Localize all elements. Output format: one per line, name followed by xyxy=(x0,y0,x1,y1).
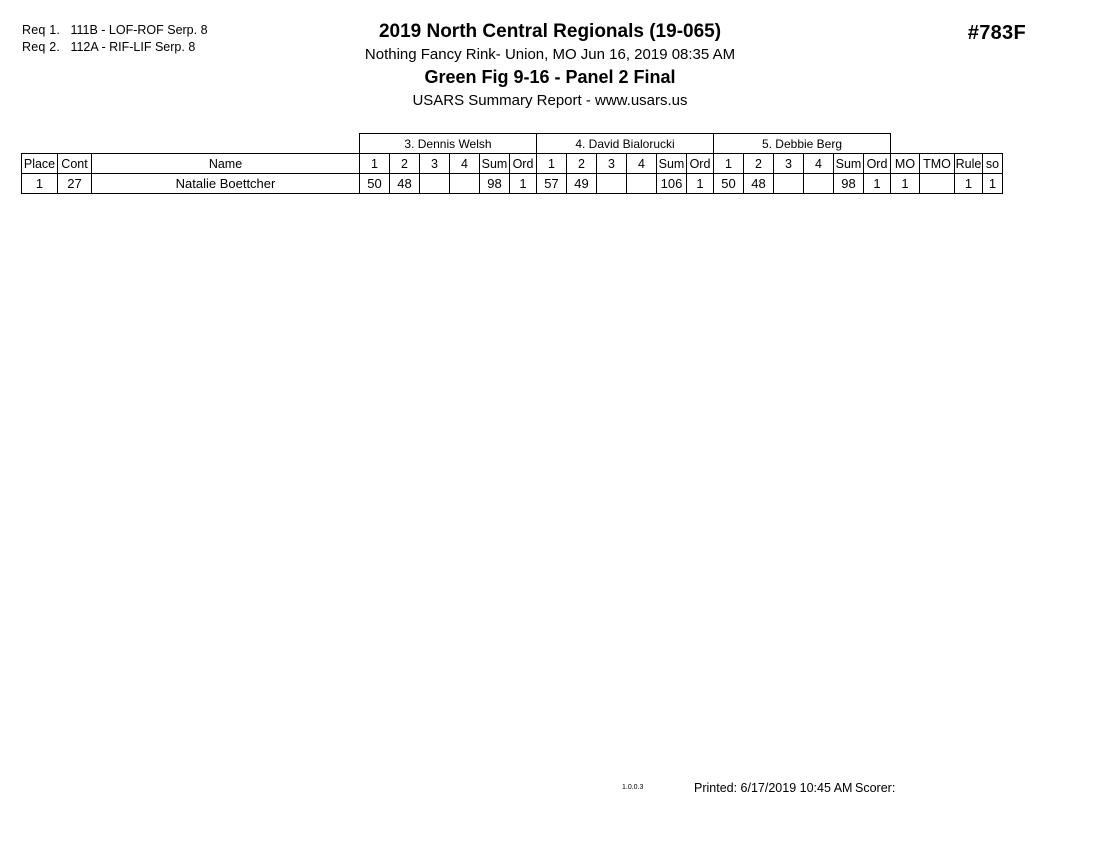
spacer-cell xyxy=(58,134,92,154)
organization-line: USARS Summary Report - www.usars.us xyxy=(412,92,688,109)
column-header-j1-ord: Ord xyxy=(510,154,537,174)
cell-j3-fig2: 48 xyxy=(744,174,774,194)
column-header-j3-fig4: 4 xyxy=(804,154,834,174)
cell-j2-fig1: 57 xyxy=(537,174,567,194)
column-header-j1-fig2: 2 xyxy=(390,154,420,174)
cell-so: 1 xyxy=(983,174,1003,194)
column-header-mo: MO xyxy=(891,154,920,174)
column-header-name: Name xyxy=(92,154,360,174)
cell-place: 1 xyxy=(22,174,58,194)
column-header-j2-sum: Sum xyxy=(657,154,687,174)
column-header-j2-fig1: 1 xyxy=(537,154,567,174)
column-header-tmo: TMO xyxy=(920,154,955,174)
cell-cont: 27 xyxy=(58,174,92,194)
column-header-cont: Cont xyxy=(58,154,92,174)
column-header-j2-ord: Ord xyxy=(687,154,714,174)
cell-j1-sum: 98 xyxy=(480,174,510,194)
table-row xyxy=(22,174,1003,194)
spacer-cell xyxy=(891,134,920,154)
page-title: 2019 North Central Regionals (19-065) xyxy=(378,21,722,42)
column-header-j1-fig4: 4 xyxy=(450,154,480,174)
column-header-j2-fig3: 3 xyxy=(597,154,627,174)
footer-printed: Printed: 6/17/2019 10:45 AM xyxy=(694,781,853,795)
event-location-datetime: Nothing Fancy Rink- Union, MO Jun 16, 2019 08:35 AM xyxy=(364,46,736,63)
judge-header-row xyxy=(22,134,1003,154)
cell-j2-fig3 xyxy=(597,174,627,194)
requirement-value: 111B - LOF-ROF Serp. 8 xyxy=(70,23,208,37)
cell-j1-fig1: 50 xyxy=(360,174,390,194)
spacer-cell xyxy=(955,134,983,154)
cell-j3-sum: 98 xyxy=(834,174,864,194)
cell-j3-fig4 xyxy=(804,174,834,194)
column-header-j2-fig2: 2 xyxy=(567,154,597,174)
column-header-j1-fig1: 1 xyxy=(360,154,390,174)
cell-j1-fig2: 48 xyxy=(390,174,420,194)
cell-j3-fig1: 50 xyxy=(714,174,744,194)
footer-scorer: Scorer: xyxy=(855,781,896,795)
column-header-rule: Rule xyxy=(955,154,983,174)
cell-j3-fig3 xyxy=(774,174,804,194)
footer-version: 1.0.0.3 xyxy=(622,784,644,791)
judge-header-3: 5. Debbie Berg xyxy=(714,134,891,154)
requirement-label: Req 1. xyxy=(22,23,61,37)
cell-j2-sum: 106 xyxy=(657,174,687,194)
spacer-cell xyxy=(920,134,955,154)
cell-j2-ord: 1 xyxy=(687,174,714,194)
column-header-j1-fig3: 3 xyxy=(420,154,450,174)
results-sheet xyxy=(21,133,1003,194)
cell-mo: 1 xyxy=(891,174,920,194)
cell-j1-fig4 xyxy=(450,174,480,194)
cell-j2-fig2: 49 xyxy=(567,174,597,194)
title-block xyxy=(0,20,1100,112)
cell-j2-fig4 xyxy=(627,174,657,194)
document-code: #783F xyxy=(967,22,1026,44)
column-header-place: Place xyxy=(22,154,58,174)
results-table xyxy=(21,133,1003,194)
column-header-row xyxy=(22,154,1003,174)
column-header-j3-sum: Sum xyxy=(834,154,864,174)
cell-name: Natalie Boettcher xyxy=(92,174,360,194)
judge-header-2: 4. David Bialorucki xyxy=(537,134,714,154)
judge-header-1: 3. Dennis Welsh xyxy=(360,134,537,154)
column-header-j3-ord: Ord xyxy=(864,154,891,174)
column-header-j1-sum: Sum xyxy=(480,154,510,174)
cell-j1-fig3 xyxy=(420,174,450,194)
requirement-label: Req 2. xyxy=(22,40,61,54)
column-header-j2-fig4: 4 xyxy=(627,154,657,174)
cell-j1-ord: 1 xyxy=(510,174,537,194)
cell-tmo xyxy=(920,174,955,194)
requirement-value: 112A - RIF-LIF Serp. 8 xyxy=(70,40,196,54)
cell-j3-ord: 1 xyxy=(864,174,891,194)
cell-rule: 1 xyxy=(955,174,983,194)
column-header-so: so xyxy=(983,154,1003,174)
column-header-j3-fig2: 2 xyxy=(744,154,774,174)
column-header-j3-fig1: 1 xyxy=(714,154,744,174)
column-header-j3-fig3: 3 xyxy=(774,154,804,174)
spacer-cell xyxy=(983,134,1003,154)
event-name: Green Fig 9-16 - Panel 2 Final xyxy=(424,67,676,87)
spacer-cell xyxy=(22,134,58,154)
spacer-cell xyxy=(92,134,360,154)
